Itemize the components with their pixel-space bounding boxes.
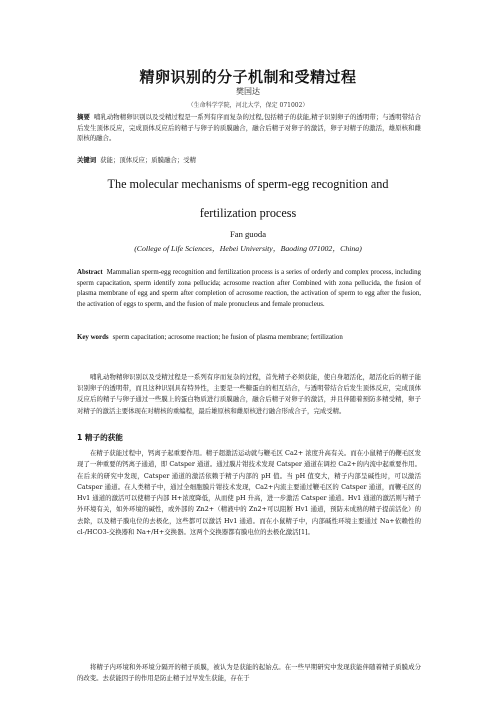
body-paragraph: 在精子获能过程中，钙离子起重要作用。精子超激活运动就与鞭毛区 Ca2+ 浓度升高有关。而在小鼠精子的鞭毛区发现了一种重要的钙离子通道，即 Catsper 通道。通过膜片钳技术发现 Catsper 通道在调控 Ca2+的内流中起重要作用。在后来的研究中发现，Catsper 通道的激活依赖于精子内部的 pH 值。当 pH 值变大，精子内部呈碱性时，可以激活 Catsper 通道。在人类精子中，通过全细胞膜片钳技术发现，Ca2+内流主要通过鞭毛区的 Catsper 通道，而鞭毛区的 Hv1 通道的激活可以使精子内部 H+浓度降低，从而使 pH 升高，进一步激活 Catsper 通道。Hv1 通道的激活则与精子外环境有关，如外环境的碱性，或外部的 Zn2+（精液中的 Zn2+可以阻断 Hv1 通道，预防未成熟的精子提前活化）的去除，以及精子膜电位的去极化，这些都可以激活 Hv1 通道。而在小鼠精子中，内部碱性环境主要通过 Na+依赖性的 cl-/HCO3-交换器和 Na+/H+交换器。这两个交换器都有膜电位的去极化激活[1]。	[77, 449, 421, 536]
chinese-keywords-text: 获能；顶体反应；质膜融合；受精	[100, 156, 197, 164]
english-title-line-1: The molecular mechanisms of sperm-egg recognition and	[107, 177, 389, 191]
english-keywords	[77, 333, 421, 344]
english-affiliation: (College of Life Sciences，Hebei University，Baoding 071002，China)	[134, 244, 362, 253]
english-abstract-label: Abstract	[77, 269, 103, 276]
english-keywords-text: sperm capacitation; acrosome reaction; he fusion of plasma membrane; fertilization	[112, 334, 343, 341]
chinese-affiliation: （生命科学学院，河北大学，保定 071002）	[187, 102, 309, 109]
english-keywords-label: Key words	[77, 334, 109, 341]
section-heading: 1 精子的获能	[77, 433, 123, 442]
body-paragraph: 将精子内环境和外环境分隔开的精子质膜，被认为是获能的起始点。在一些早期研究中发现获能伴随着精子质膜成分的改变。去获能因子的作用是防止精子过早发生获能，存在于	[77, 663, 421, 683]
english-abstract-text: Mammalian sperm-egg recognition and fertilization process is a series of orderly and complex process, including sperm capacitation, sperm identify zona pellucida; acrosome reaction after Combined with zona pellucida, the fusion of plasma membrane of egg and sperm after completion of acrosome reaction, the activation of sperm to egg after the fusion, the activation of eggs to sperm, and the fusion of male pronucleus and female pronucleus.	[77, 269, 421, 308]
chinese-abstract-text: 哺乳动物精卵识别以及受精过程是一系列有序而复杂的过程,包括精子的获能,精子识别卵子的透明带；与透明带结合后发生顶体反应，完成顶体反应后的精子与卵子的质膜融合，融合后精子对卵子的激活，卵子对精子的激活，雄原核和雌原核的融合。	[77, 113, 422, 143]
chinese-abstract	[77, 112, 421, 144]
introduction-paragraph: 哺乳动物精卵识别以及受精过程是一系列有序而复杂的过程，首先精子必须获能，使自身超活化，超活化后的精子能识别卵子的透明带，而且这种识别具有特异性，主要是一些糖蛋白的相互结合，与透明带结合后发生顶体反应，完成顶体反应后的精子与卵子通过一些膜上的蛋白物质进行质膜融合，融合后精子对卵子的激活，并且伴随着预防多精受精，卵子对精子的激活主要体现在对精核的重编程，最后雄原核和雌原核进行融合形成合子，完成受精。	[77, 373, 421, 415]
english-abstract	[77, 268, 421, 310]
english-author: Fan guoda	[229, 229, 267, 239]
chinese-keywords	[77, 155, 421, 166]
english-title-line-2: fertilization process	[199, 206, 297, 220]
chinese-abstract-label: 摘要	[77, 113, 90, 121]
chinese-title: 精卵识别的分子机制和受精过程	[139, 68, 357, 86]
chinese-keywords-label: 关键词	[77, 156, 97, 164]
chinese-author: 樊国达	[236, 87, 260, 96]
